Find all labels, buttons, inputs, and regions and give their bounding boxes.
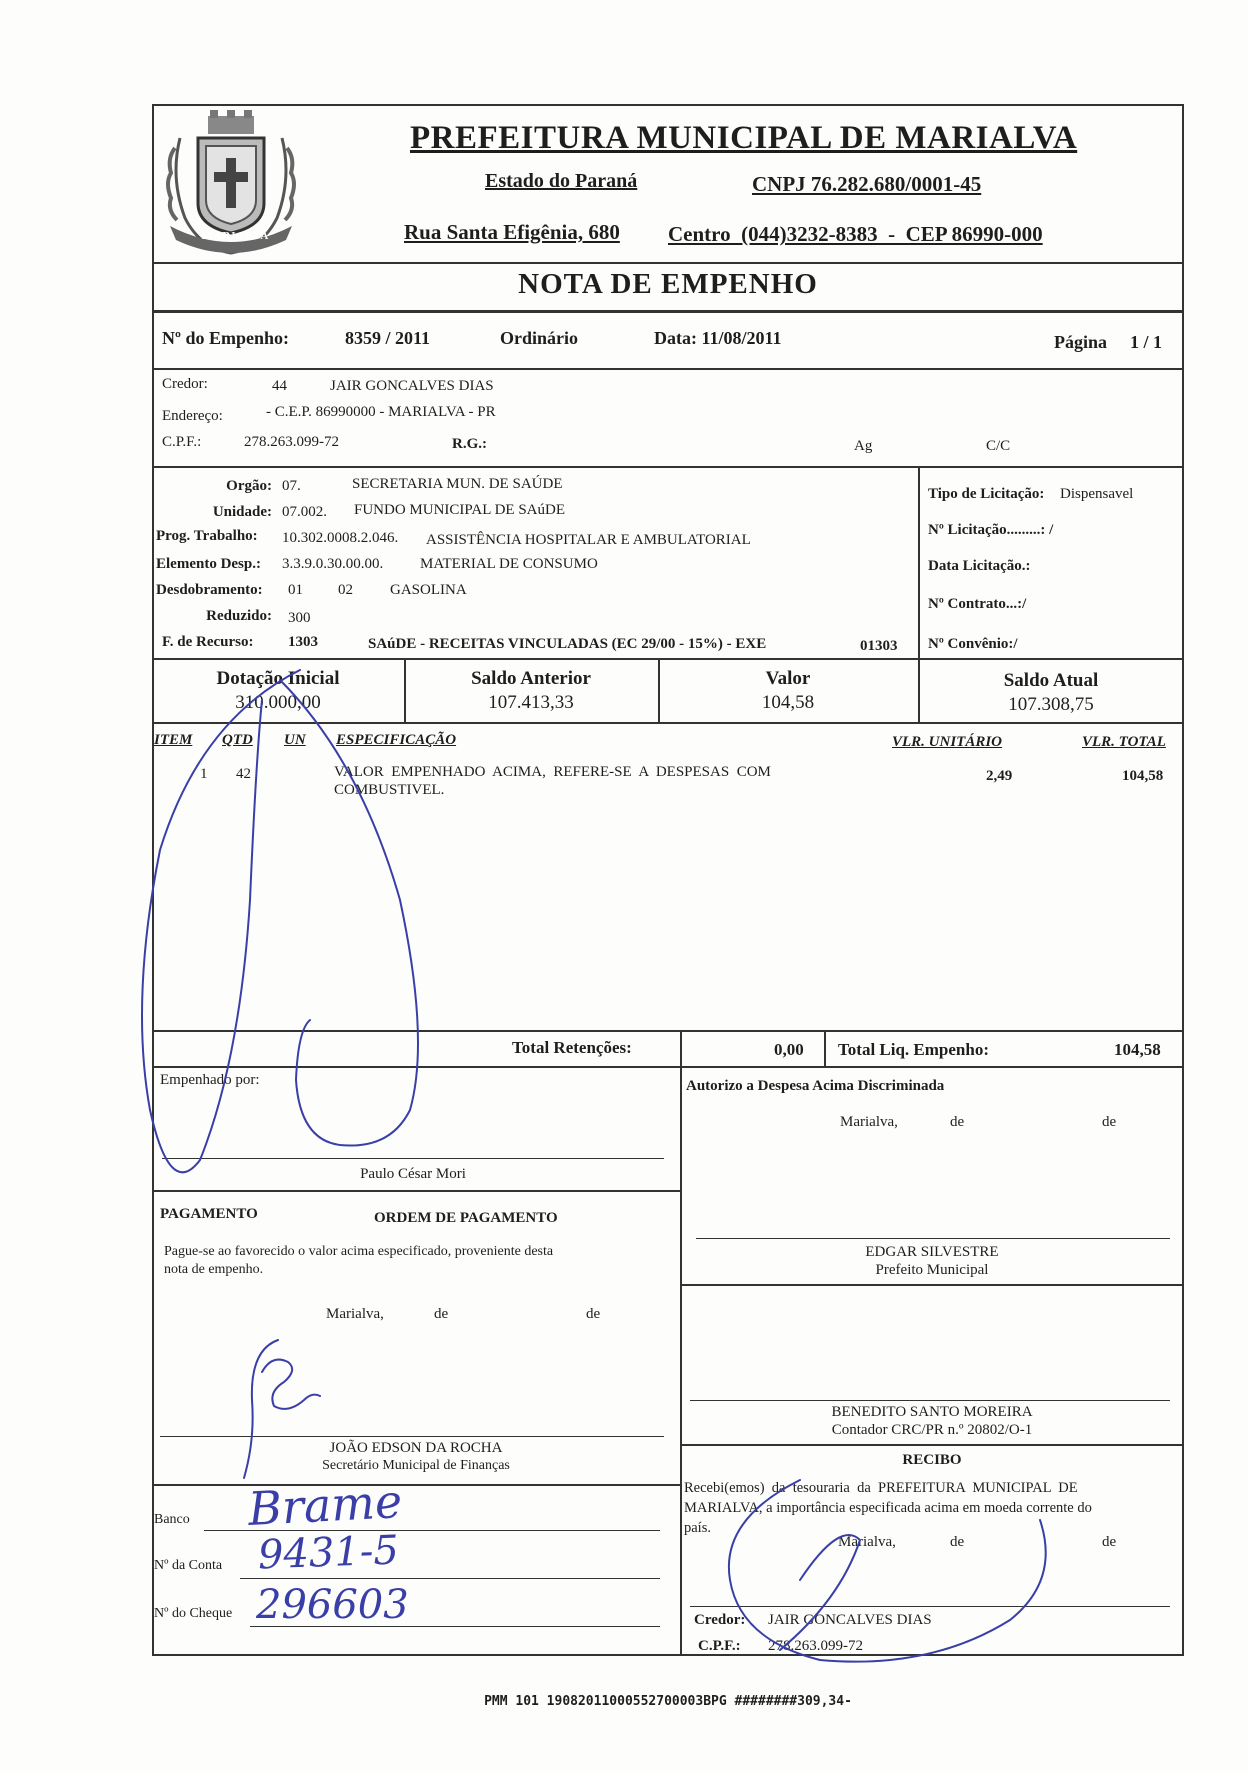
dotacao-label: Dotação Inicial: [216, 668, 340, 689]
desdobramento-a: 01: [288, 582, 303, 598]
divider: [152, 1484, 680, 1486]
saldo-atual-label: Saldo Atual: [1003, 670, 1099, 691]
col-header-total: VLR. TOTAL: [1082, 734, 1166, 750]
endereco-value: - C.E.P. 86990000 - MARIALVA - PR: [266, 404, 496, 420]
valor-value: 104,58: [761, 692, 815, 713]
empenhado-por-label: Empenhado por:: [160, 1072, 260, 1088]
divider: [152, 1066, 1184, 1068]
reduzido-label: Reduzido:: [206, 608, 272, 624]
dotacao-value: 310.000,00: [235, 692, 321, 713]
row-spec-line2: COMBUSTIVEL.: [334, 782, 445, 798]
mayor-name: EDGAR SILVESTRE: [865, 1244, 999, 1260]
col-header-spec: ESPECIFICAÇÃO: [336, 732, 457, 748]
page-label: Página: [1054, 332, 1108, 352]
orgao-value: SECRETARIA MUN. DE SAÚDE: [352, 476, 563, 492]
row-item: 1: [200, 766, 208, 782]
divider: [152, 1190, 680, 1192]
divider: [152, 466, 1184, 468]
autorizo-place: Marialva,: [840, 1114, 898, 1130]
elemento-label: Elemento Desp.:: [156, 556, 261, 572]
divider: [680, 1444, 1184, 1446]
divider: [680, 1030, 682, 1066]
recibo-de1: de: [950, 1534, 965, 1550]
total-liq-label: Total Liq. Empenho:: [838, 1040, 989, 1059]
conta-line: [240, 1578, 660, 1579]
recibo-label: RECIBO: [902, 1452, 962, 1468]
cc-label: C/C: [986, 438, 1011, 454]
contrato-num: Nº Contrato...:/: [928, 596, 1027, 612]
desdobramento-value: GASOLINA: [390, 582, 467, 598]
recibo-cpf-label: C.P.F.:: [698, 1638, 741, 1654]
elemento-code: 3.3.9.0.30.00.00.: [282, 556, 384, 572]
unidade-label: Unidade:: [212, 504, 272, 520]
accountant-title: Contador CRC/PR n.º 20802/O-1: [831, 1422, 1033, 1438]
divider: [152, 658, 1184, 660]
desdobramento-label: Desdobramento:: [156, 582, 263, 598]
signature-line: [696, 1238, 1170, 1239]
signature-line: [690, 1606, 1170, 1607]
divider: [152, 722, 1184, 724]
ordem-pagamento-label: ORDEM DE PAGAMENTO: [374, 1210, 558, 1226]
ag-label: Ag: [854, 438, 873, 454]
conta-label: Nº da Conta: [154, 1558, 223, 1573]
licitacao-tipo-value: Dispensavel: [1060, 486, 1134, 502]
orgao-label: Orgão:: [226, 478, 272, 494]
row-spec-line1: VALOR EMPENHADO ACIMA, REFERE-SE A DESPESAS COM: [334, 764, 771, 780]
autorizo-de1: de: [950, 1114, 965, 1130]
convenio-num: Nº Convênio:/: [928, 636, 1018, 652]
cheque-handwritten: 296603: [256, 1582, 409, 1628]
empenho-label: Nº do Empenho:: [162, 328, 289, 348]
district-phone-cep: Centro (044)3232-8383 - CEP 86990-000: [668, 222, 1043, 246]
recurso-num: 01303: [860, 638, 898, 654]
empenho-type: Ordinário: [500, 328, 579, 348]
divider: [680, 1284, 1184, 1286]
saldo-anterior-value: 107.413,33: [488, 692, 574, 713]
recurso-value: SAúDE - RECEITAS VINCULADAS (EC 29/00 - 15%) - EXE: [368, 636, 767, 652]
address-label: Rua Santa Efigênia, 680: [404, 220, 620, 244]
total-retencoes-value: 0,00: [774, 1040, 804, 1059]
recibo-credor-value: JAIR GONCALVES DIAS: [768, 1612, 932, 1628]
total-retencoes-label: Total Retenções:: [512, 1038, 632, 1057]
row-qtd: 42: [236, 766, 251, 782]
orgao-code: 07.: [282, 478, 301, 494]
credor-label: Credor:: [162, 376, 208, 392]
saldo-atual-value: 107.308,75: [1008, 694, 1094, 715]
cheque-label: Nº do Cheque: [154, 1606, 233, 1621]
prog-code: 10.302.0008.2.046.: [282, 530, 399, 546]
valor-label: Valor: [765, 668, 811, 689]
pagamento-place: Marialva,: [326, 1306, 384, 1322]
prog-label: Prog. Trabalho:: [156, 528, 258, 544]
page-number: 1 / 1: [1130, 332, 1163, 352]
elemento-value: MATERIAL DE CONSUMO: [420, 556, 598, 572]
credor-code: 44: [272, 378, 287, 394]
recurso-code: 1303: [288, 634, 318, 650]
secretary-name: JOÃO EDSON DA ROCHA: [329, 1440, 503, 1456]
doc-title: NOTA DE EMPENHO: [518, 268, 818, 300]
recurso-label: F. de Recurso:: [162, 634, 254, 650]
signature-line: [690, 1400, 1170, 1401]
prefeitura-title: PREFEITURA MUNICIPAL DE MARIALVA: [410, 120, 1078, 156]
divider: [918, 466, 920, 658]
recibo-text-line3: país.: [684, 1520, 711, 1536]
divider: [152, 1030, 1184, 1032]
pagamento-text-line2: nota de empenho.: [164, 1262, 264, 1277]
pagamento-de1: de: [434, 1306, 449, 1322]
mayor-title: Prefeito Municipal: [875, 1262, 989, 1278]
col-header-item: ITEM: [154, 732, 193, 748]
divider: [824, 1030, 826, 1066]
row-total: 104,58: [1122, 768, 1164, 784]
recibo-cpf-value: 278.263.099-72: [768, 1638, 863, 1654]
unidade-value: FUNDO MUNICIPAL DE SAúDE: [354, 502, 565, 518]
divider: [152, 368, 1184, 370]
pagamento-text-line1: Pague-se ao favorecido o valor acima especificado, proveniente desta: [164, 1244, 554, 1259]
empenhado-por-name: Paulo César Mori: [360, 1166, 466, 1182]
state-label: Estado do Paraná: [485, 170, 638, 192]
saldo-anterior-label: Saldo Anterior: [471, 668, 591, 689]
prog-value: ASSISTÊNCIA HOSPITALAR E AMBULATORIAL: [426, 532, 751, 548]
secretary-title: Secretário Municipal de Finanças: [322, 1458, 510, 1473]
credor-name: JAIR GONCALVES DIAS: [330, 378, 494, 394]
recibo-de2: de: [1102, 1534, 1117, 1550]
licitacao-tipo-label: Tipo de Licitação:: [928, 486, 1045, 502]
divider: [680, 1066, 682, 1656]
rg-label: R.G.:: [452, 436, 487, 452]
cnpj-label: CNPJ 76.282.680/0001-45: [752, 172, 982, 196]
banco-handwritten: Brame: [246, 1474, 404, 1536]
conta-handwritten: 9431-5: [257, 1527, 400, 1579]
footer-code: PMM 101 19082011000552700003BPG ########309,34-: [484, 1694, 852, 1709]
licitacao-data: Data Licitação.:: [928, 558, 1031, 574]
autorizo-de2: de: [1102, 1114, 1117, 1130]
coat-of-arms-logo: [160, 108, 302, 258]
recibo-text-line1: Recebi(emos) da tesouraria da PREFEITURA MUNICIPAL DE: [684, 1480, 1078, 1496]
signature-line: [160, 1436, 664, 1437]
divider: [152, 310, 1184, 313]
coat-of-arms-ribbon-text: MARIALVA: [202, 230, 270, 242]
total-liq-value: 104,58: [1114, 1040, 1161, 1059]
pagamento-label: PAGAMENTO: [160, 1206, 258, 1222]
row-unit: 2,49: [986, 768, 1013, 784]
banco-label: Banco: [154, 1512, 190, 1527]
divider: [152, 262, 1184, 264]
signature-line: [162, 1158, 664, 1159]
pagamento-de2: de: [586, 1306, 601, 1322]
cpf-label: C.P.F.:: [162, 434, 202, 450]
col-header-unit: VLR. UNITÁRIO: [892, 734, 1003, 750]
recibo-place: Marialva,: [838, 1534, 896, 1550]
unidade-code: 07.002.: [282, 504, 327, 520]
empenho-number: 8359 / 2011: [345, 328, 431, 348]
empenho-date: Data: 11/08/2011: [654, 328, 782, 348]
recibo-credor-label: Credor:: [694, 1612, 746, 1628]
reduzido-value: 300: [288, 610, 311, 626]
autorizo-label: Autorizo a Despesa Acima Discriminada: [686, 1078, 945, 1094]
endereco-label: Endereço:: [162, 408, 223, 424]
recibo-text-line2: MARIALVA, a importância especificada acima em moeda corrente do: [684, 1500, 1092, 1516]
col-header-qtd: QTD: [222, 732, 253, 748]
col-header-un: UN: [284, 732, 306, 748]
licitacao-num: Nº Licitação.........: /: [928, 522, 1054, 538]
accountant-name: BENEDITO SANTO MOREIRA: [831, 1404, 1033, 1420]
cpf-value: 278.263.099-72: [244, 434, 339, 450]
desdobramento-b: 02: [338, 582, 353, 598]
